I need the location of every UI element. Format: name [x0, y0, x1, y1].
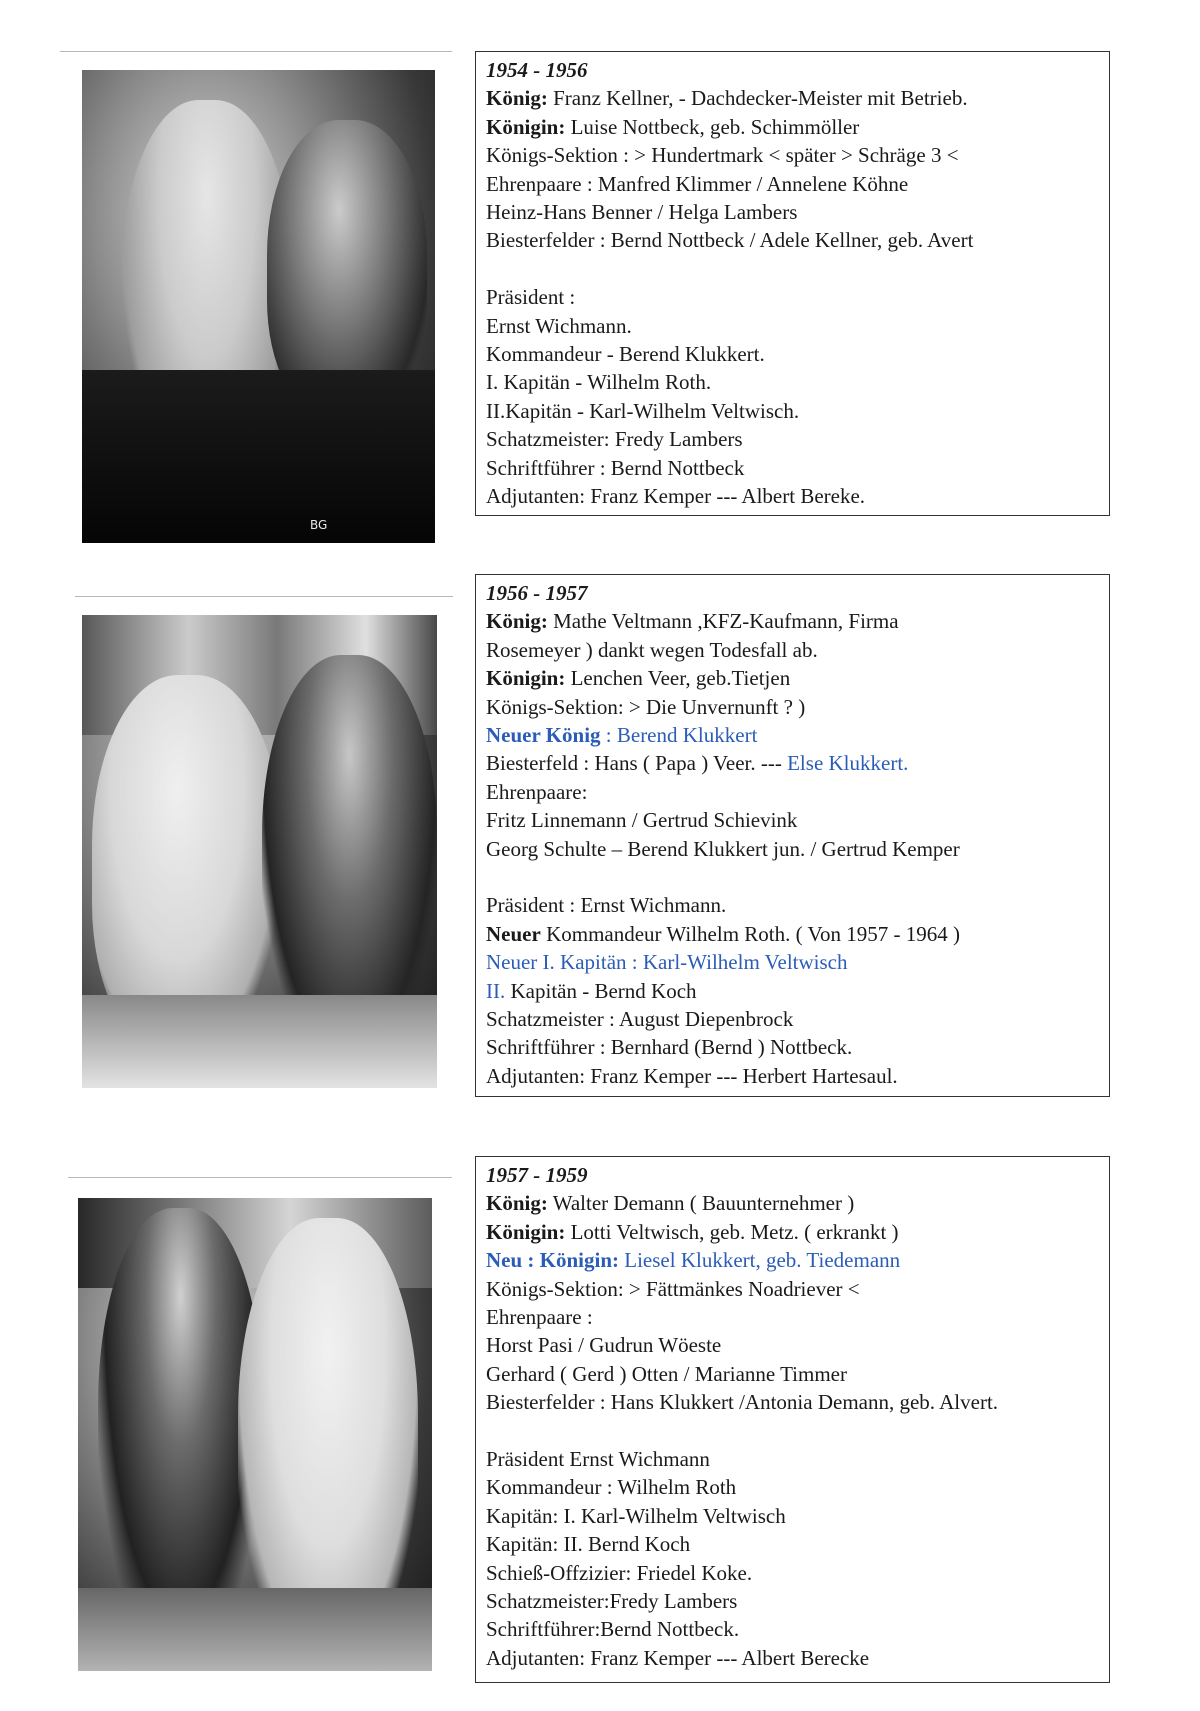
info-line: I. Kapitän - Wilhelm Roth.: [486, 370, 712, 395]
info-line: Neuer König : Berend Klukkert: [486, 723, 758, 748]
info-line: König: Franz Kellner, - Dachdecker-Meister mit Betrieb.: [486, 86, 968, 111]
info-line: Königs-Sektion: > Die Unvernunft ? ): [486, 694, 806, 719]
info-line: Kommandeur : Wilhelm Roth: [486, 1475, 737, 1500]
info-line: Adjutanten: Franz Kemper --- Albert Bereke.: [486, 484, 866, 509]
info-line: Königin: Lotti Veltwisch, geb. Metz. ( erkrankt ): [486, 1219, 899, 1244]
info-line: Schatzmeister: Fredy Lambers: [486, 427, 743, 452]
info-line: Fritz Linnemann / Gertrud Schievink: [486, 808, 798, 833]
info-line: König: Walter Demann ( Bauunternehmer ): [486, 1191, 855, 1216]
info-line: Ehrenpaare:: [486, 779, 588, 804]
info-line: Königs-Sektion : > Hundertmark < später > Schräge 3 <: [486, 143, 959, 168]
royal-couple-photo: [82, 70, 435, 543]
divider-rule: [60, 51, 452, 52]
info-line: II. Kapitän - Bernd Koch: [486, 978, 697, 1003]
info-line: Neuer I. Kapitän : Karl-Wilhelm Veltwisch: [486, 950, 848, 975]
divider-rule: [75, 596, 453, 597]
year-range: 1954 - 1956: [486, 58, 588, 82]
divider-rule: [68, 1177, 452, 1178]
info-line: Ernst Wichmann.: [486, 313, 632, 338]
info-line: Georg Schulte – Berend Klukkert jun. / Gertrud Kemper: [486, 836, 960, 861]
info-line: Kapitän: I. Karl-Wilhelm Veltwisch: [486, 1503, 786, 1528]
info-box-1954: [475, 51, 1110, 516]
info-line: König: Mathe Veltmann ,KFZ-Kaufmann, Firma: [486, 609, 899, 634]
info-line: II.Kapitän - Karl-Wilhelm Veltwisch.: [486, 398, 800, 423]
info-line: Schatzmeister : August Diepenbrock: [486, 1007, 794, 1032]
info-box-1957: [475, 1156, 1110, 1683]
year-range: 1956 - 1957: [486, 581, 588, 605]
info-line: Königin: Lenchen Veer, geb.Tietjen: [486, 666, 791, 691]
info-line: Königs-Sektion: > Fättmänkes Noadriever <: [486, 1276, 860, 1301]
year-range: 1957 - 1959: [486, 1163, 588, 1187]
info-line: Schieß-Offzizier: Friedel Koke.: [486, 1560, 753, 1585]
info-line: Neu : Königin: Liesel Klukkert, geb. Tiedemann: [486, 1248, 901, 1273]
info-line: Rosemeyer ) dankt wegen Todesfall ab.: [486, 637, 818, 662]
info-line: Gerhard ( Gerd ) Otten / Marianne Timmer: [486, 1361, 847, 1386]
info-line: Kommandeur - Berend Klukkert.: [486, 342, 765, 367]
info-line: Königin: Luise Nottbeck, geb. Schimmöller: [486, 114, 860, 139]
royal-couple-photo: [78, 1198, 432, 1671]
info-line: Biesterfelder : Hans Klukkert /Antonia Demann, geb. Alvert.: [486, 1390, 999, 1415]
info-line: Schriftführer : Bernhard (Bernd ) Nottbeck.: [486, 1035, 853, 1060]
info-line: Horst Pasi / Gudrun Wöeste: [486, 1333, 722, 1358]
info-line: Biesterfeld : Hans ( Papa ) Veer. --- Else Klukkert.: [486, 751, 909, 776]
info-line: Präsident Ernst Wichmann: [486, 1447, 710, 1472]
info-line: Neuer Kommandeur Wilhelm Roth. ( Von 1957 - 1964 ): [486, 921, 960, 946]
info-line: Schriftführer:Bernd Nottbeck.: [486, 1617, 740, 1642]
info-line: Ehrenpaare :: [486, 1305, 593, 1330]
info-line: Adjutanten: Franz Kemper --- Herbert Hartesaul.: [486, 1063, 898, 1088]
info-line: Präsident :: [486, 285, 576, 310]
info-line: Schriftführer : Bernd Nottbeck: [486, 455, 745, 480]
info-line: Adjutanten: Franz Kemper --- Albert Berecke: [486, 1645, 870, 1670]
info-line: Ehrenpaare : Manfred Klimmer / Annelene Köhne: [486, 171, 909, 196]
info-box-1956: [475, 574, 1110, 1097]
info-line: Biesterfelder : Bernd Nottbeck / Adele Kellner, geb. Avert: [486, 228, 974, 253]
info-line: Schatzmeister:Fredy Lambers: [486, 1589, 738, 1614]
info-line: Heinz-Hans Benner / Helga Lambers: [486, 200, 798, 225]
photo-stamp-label: BG: [310, 518, 328, 532]
info-line: Präsident : Ernst Wichmann.: [486, 893, 727, 918]
info-line: Kapitän: II. Bernd Koch: [486, 1532, 691, 1557]
royal-couple-photo: [82, 615, 437, 1088]
